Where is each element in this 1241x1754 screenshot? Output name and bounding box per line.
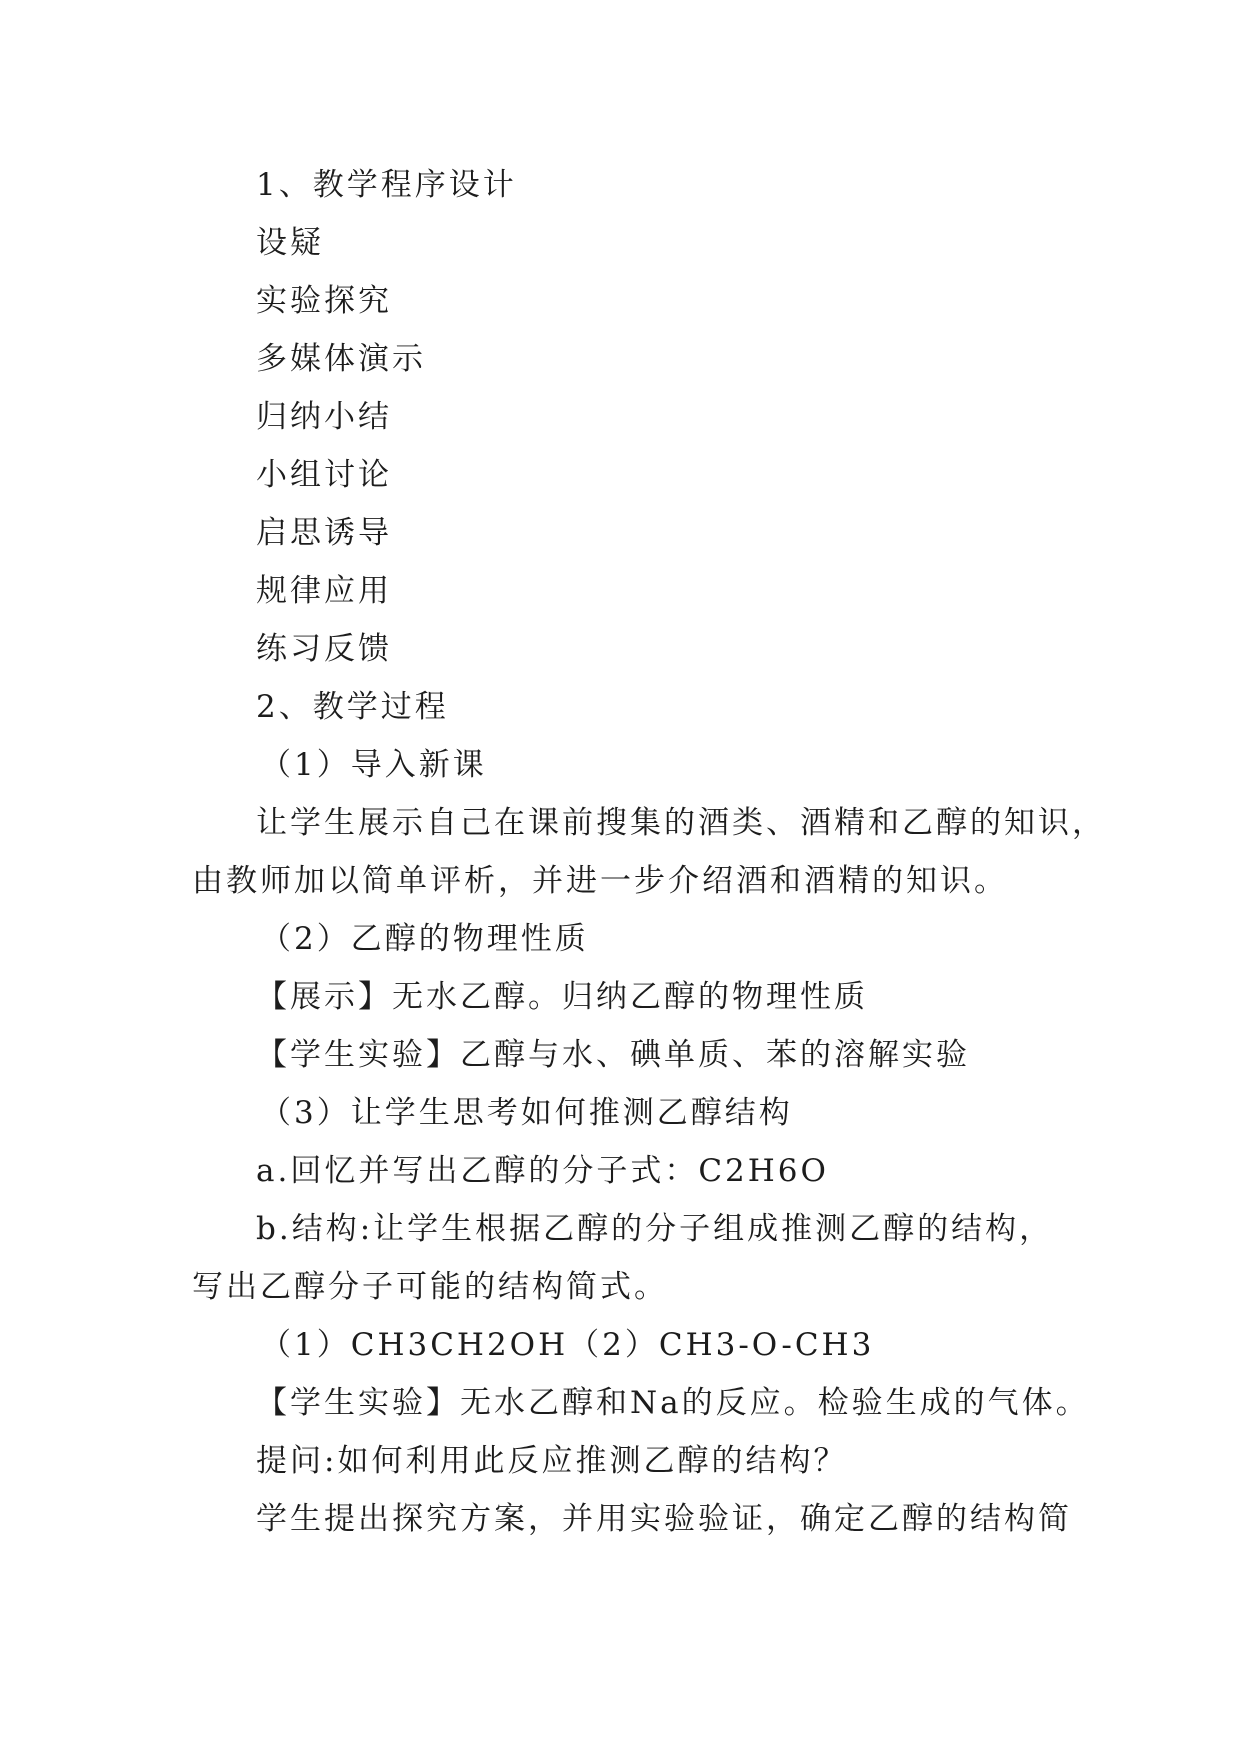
paragraph-line: b.结构:让学生根据乙醇的分子组成推测乙醇的结构， bbox=[256, 1211, 1054, 1247]
paragraph-line: 学生提出探究方案，并用实验验证，确定乙醇的结构简 bbox=[256, 1501, 1072, 1537]
subheading-physical-properties: （2）乙醇的物理性质 bbox=[260, 921, 589, 957]
procedure-step-feedback: 练习反馈 bbox=[256, 631, 392, 667]
heading-teaching-process: 2、教学过程 bbox=[256, 689, 449, 725]
paragraph-line: 【展示】无水乙醇。归纳乙醇的物理性质 bbox=[256, 979, 868, 1015]
procedure-step-discussion: 小组讨论 bbox=[256, 457, 392, 493]
paragraph-line: a.回忆并写出乙醇的分子式：C2H6O bbox=[256, 1153, 829, 1189]
procedure-step-guidance: 启思诱导 bbox=[256, 515, 392, 551]
paragraph-line: 由教师加以简单评析，并进一步介绍酒和酒精的知识。 bbox=[192, 863, 1008, 899]
heading-teaching-procedure: 1、教学程序设计 bbox=[256, 167, 517, 203]
paragraph-line: 【学生实验】无水乙醇和Na的反应。检验生成的气体。 bbox=[256, 1385, 1090, 1421]
subheading-structure-inference: （3）让学生思考如何推测乙醇结构 bbox=[260, 1095, 793, 1131]
paragraph-line: 【学生实验】乙醇与水、碘单质、苯的溶解实验 bbox=[256, 1037, 970, 1073]
procedure-step-multimedia: 多媒体演示 bbox=[256, 341, 426, 377]
paragraph-line: 让学生展示自己在课前搜集的酒类、酒精和乙醇的知识， bbox=[256, 805, 1106, 841]
procedure-step-questioning: 设疑 bbox=[256, 225, 324, 261]
paragraph-line: 提问:如何利用此反应推测乙醇的结构？ bbox=[256, 1443, 848, 1479]
procedure-step-summary: 归纳小结 bbox=[256, 399, 392, 435]
structural-formulas: （1）CH3CH2OH（2）CH3-O-CH3 bbox=[260, 1327, 875, 1363]
procedure-step-experiment: 实验探究 bbox=[256, 283, 392, 319]
subheading-introduction: （1）导入新课 bbox=[260, 747, 487, 783]
paragraph-line: 写出乙醇分子可能的结构简式。 bbox=[192, 1269, 668, 1305]
procedure-step-application: 规律应用 bbox=[256, 573, 392, 609]
